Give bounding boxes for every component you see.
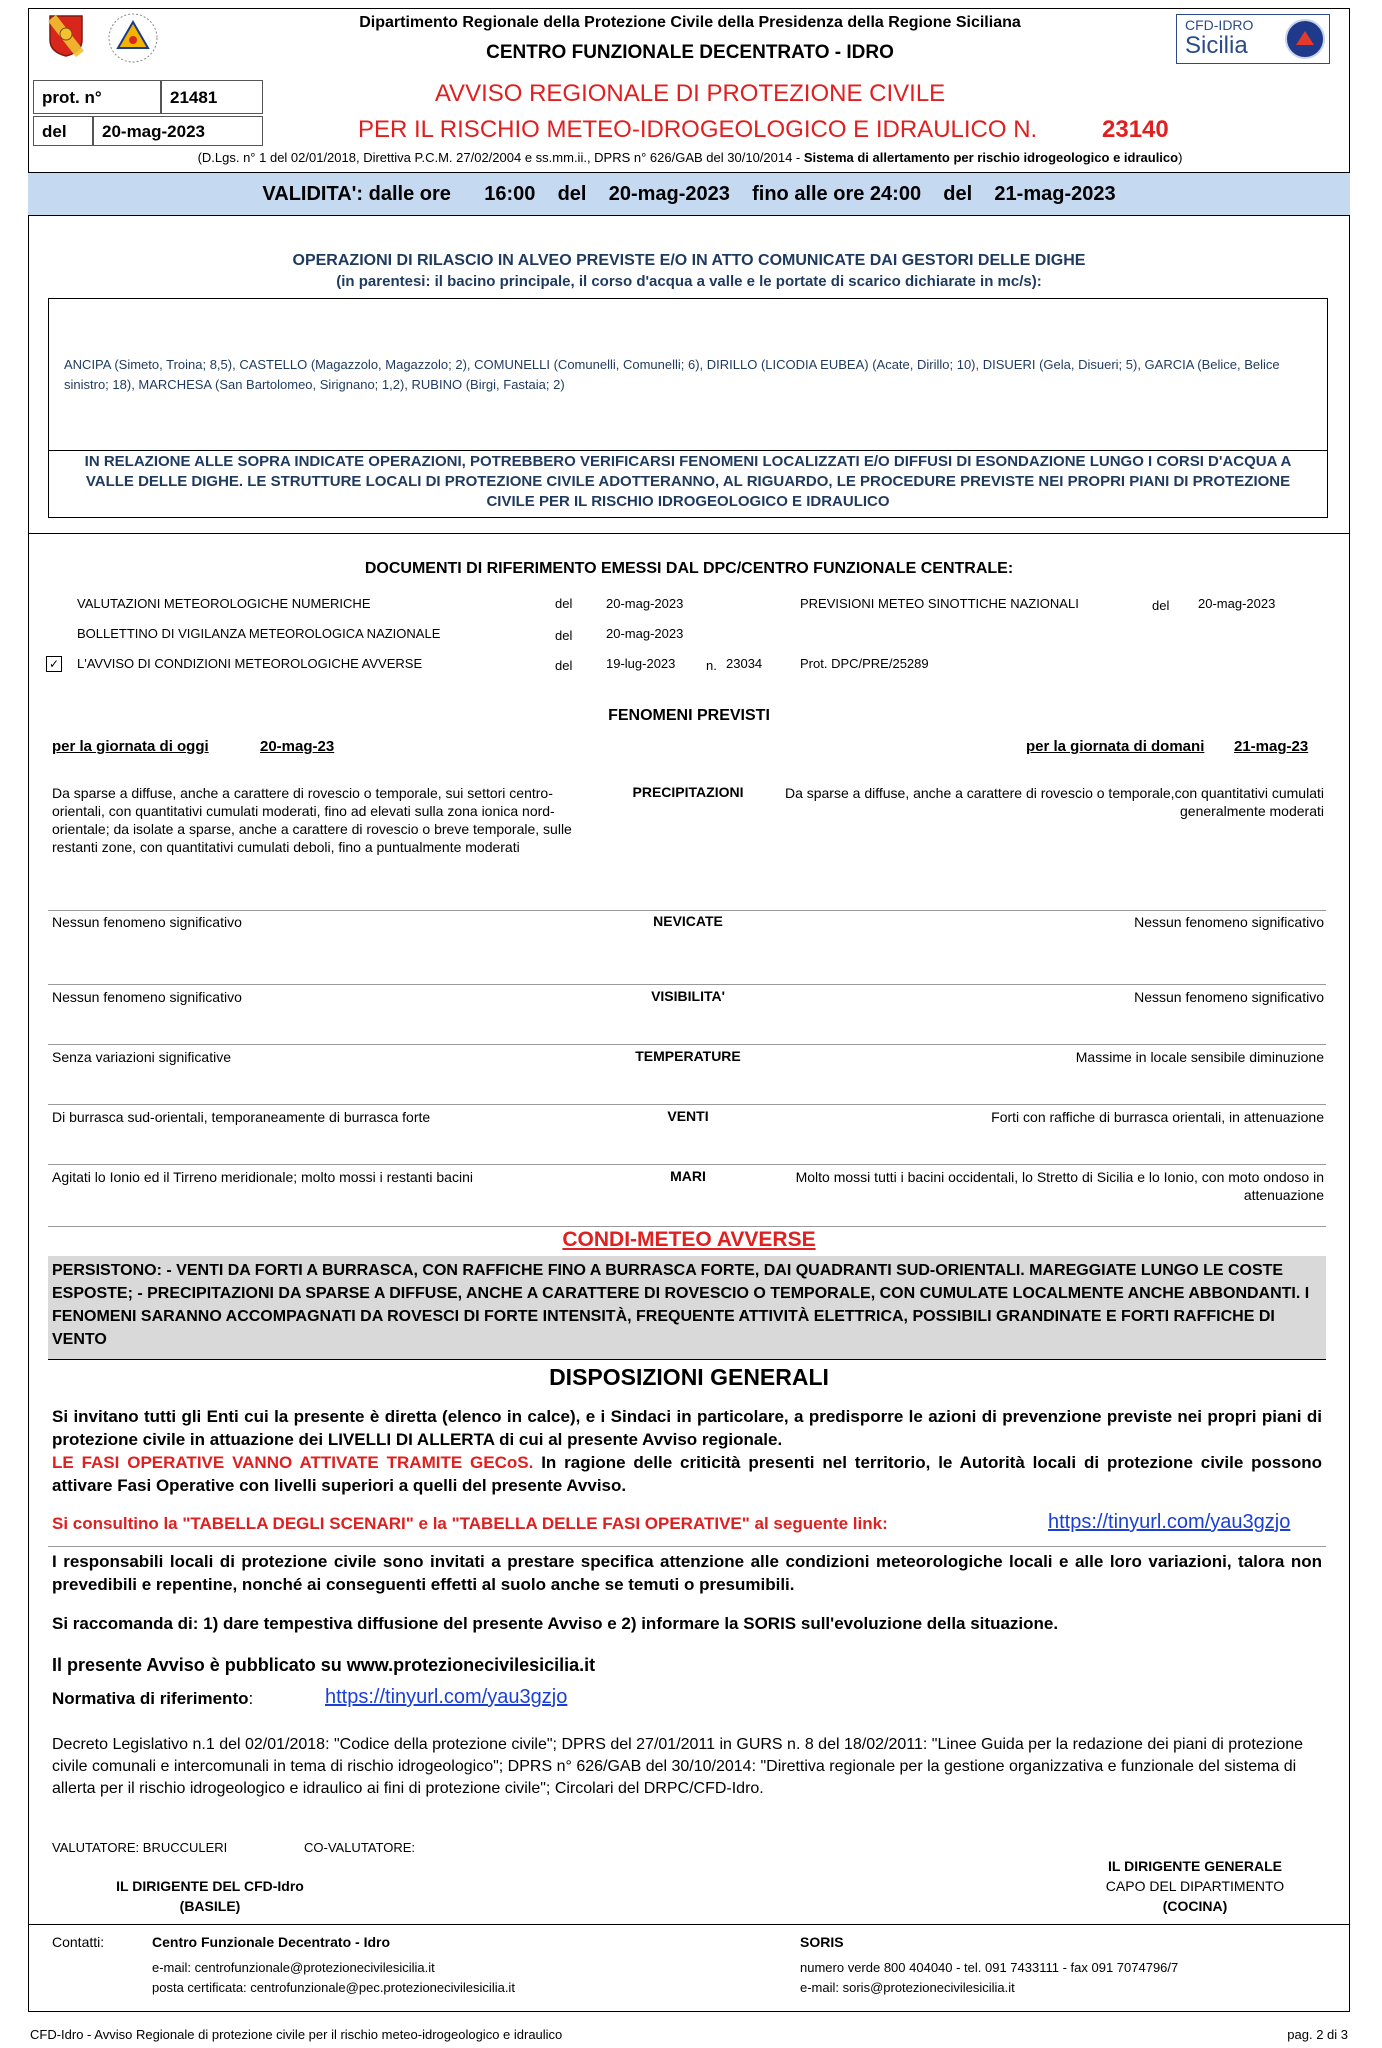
footer-page-number: pag. 2 di 3 bbox=[1287, 2027, 1348, 2042]
condimeteo-box bbox=[48, 1256, 1326, 1360]
dighe-list: ANCIPA (Simeto, Troina; 8,5), CASTELLO (Magazzolo, Magazzolo; 2), COMUNELLI (Comunelli, Comunelli; 6), DIRILLO (LICODIA EUBEA) (Acate, Dirillo; 10), DISUERI (Gela, Disueri; 5), GARCIA (Belice, Belice sinistro; 18), MARCHESA (San Bartolomeo, Sirignano; 1,2), RUBINO (Birgi, Fastaia; 2) bbox=[64, 357, 1280, 392]
doc-row-3-n-label: n. bbox=[706, 658, 717, 673]
logo-text-bottom: Sicilia bbox=[1185, 32, 1248, 59]
normativa-label bbox=[52, 1689, 253, 1709]
disposizioni-p5: Il presente Avviso è pubblicato su www.protezionecivilesicilia.it bbox=[52, 1655, 596, 1675]
disposizioni-divider bbox=[48, 1546, 1326, 1547]
nevicate-today: Nessun fenomeno significativo bbox=[52, 914, 242, 930]
fenomeni-divider-2 bbox=[48, 984, 1326, 985]
covalutatore: CO-VALUTATORE: bbox=[304, 1840, 415, 1855]
sicily-coat-of-arms-icon bbox=[48, 14, 84, 58]
doc-row-3-label: L'AVVISO DI CONDIZIONI METEOROLOGICHE AVVERSE bbox=[77, 656, 423, 671]
dighe-title: OPERAZIONI DI RILASCIO IN ALVEO PREVISTE E/O IN ATTO COMUNICATE DAI GESTORI DELLE DIGHE bbox=[292, 252, 1086, 269]
mari-label: MARI bbox=[670, 1168, 706, 1184]
decreto-text: Decreto Legislativo n.1 del 02/01/2018: "Codice della protezione civile"; DPRS del 27/01/2011 in GURS n. 8 del 18/02/2011: "Linee Guida per la redazione dei piani di protezione civile comunali e intercomunali in tema di rischio idrogeologico"; DPRS n° 626/GAB del 30/10/2014: "Direttiva regionale per la gestione organizzativa e funzionale del sistema di allerta per il rischio idrogeologico e idraulico ai fini di protezione civile"; Circolari del DRPC/CFD-Idro. bbox=[52, 1736, 1304, 1797]
disposizioni-p3: I responsabili locali di protezione civile sono invitati a prestare specifica attenzione alle condizioni meteorologiche locali e alle loro variazioni, talora non prevedibili e repentine, nonché ai conseguenti effetti al suolo anche se temuti o presumibili. bbox=[52, 1552, 1322, 1594]
centre-title: CENTRO FUNZIONALE DECENTRATO - IDRO bbox=[486, 42, 894, 63]
prot-del-label: del bbox=[33, 116, 93, 146]
doc-row-1-right-label: PREVISIONI METEO SINOTTICHE NAZIONALI bbox=[800, 596, 1079, 611]
cfd-contact-title: Centro Funzionale Decentrato - Idro bbox=[152, 1934, 391, 1950]
mari-today: Agitati lo Ionio ed il Tirreno meridionale; molto mossi i restanti bacini bbox=[52, 1169, 473, 1185]
consult-link[interactable]: https://tinyurl.com/yau3gzjo bbox=[1048, 1511, 1291, 1533]
cfd-idro-sicilia-logo bbox=[1176, 14, 1330, 64]
disposizioni-p2 bbox=[52, 1451, 1322, 1497]
fenomeni-title: FENOMENI PREVISTI bbox=[608, 707, 770, 724]
normativa-link[interactable]: https://tinyurl.com/yau3gzjo bbox=[325, 1686, 568, 1708]
fenomeni-divider-3 bbox=[48, 1044, 1326, 1045]
temperature-tomorrow: Massime in locale sensibile diminuzione bbox=[1075, 1049, 1324, 1065]
doc-row-1-del: del bbox=[555, 596, 573, 611]
fenomeni-divider-6 bbox=[48, 1226, 1326, 1227]
today-label: per la giornata di oggi bbox=[52, 738, 209, 755]
temperature-label: TEMPERATURE bbox=[635, 1048, 741, 1064]
normativa-label-text: Normativa di riferimento bbox=[52, 1689, 249, 1708]
doc-row-3-date: 19-lug-2023 bbox=[606, 656, 676, 671]
doc-row-3-checkbox: ✓ bbox=[46, 656, 62, 672]
temperature-today: Senza variazioni significative bbox=[52, 1049, 231, 1065]
mari-tomorrow: Molto mossi tutti i bacini occidentali, lo Stretto di Sicilia e lo Ionio, con moto ondoso in attenuazione bbox=[795, 1169, 1324, 1203]
precipitazioni-label: PRECIPITAZIONI bbox=[632, 784, 744, 800]
fenomeni-divider-5 bbox=[48, 1164, 1326, 1165]
cfd-contact-email[interactable]: e-mail: centrofunzionale@protezionecivilesicilia.it bbox=[152, 1960, 435, 1975]
contatti-divider bbox=[28, 1924, 1350, 1925]
cfd-emblem-icon bbox=[1285, 19, 1325, 59]
venti-tomorrow: Forti con raffiche di burrasca orientali, in attenuazione bbox=[991, 1109, 1324, 1125]
today-date: 20-mag-23 bbox=[260, 738, 335, 755]
legal-reference-suffix: ) bbox=[1178, 150, 1183, 165]
consult-text: Si consultino la "TABELLA DEGLI SCENARI" e la "TABELLA DELLE FASI OPERATIVE" al seguente link: bbox=[52, 1514, 888, 1533]
visibilita-label: VISIBILITA' bbox=[651, 988, 725, 1004]
nevicate-label: NEVICATE bbox=[653, 913, 723, 929]
tomorrow-label: per la giornata di domani bbox=[1026, 738, 1205, 755]
precipitazioni-tomorrow: Da sparse a diffuse, anche a carattere di rovescio o temporale,con quantitativi cumulati generalmente moderati bbox=[784, 785, 1324, 819]
venti-label: VENTI bbox=[667, 1108, 709, 1124]
normativa-colon: : bbox=[248, 1689, 254, 1708]
avviso-title-line1: AVVISO REGIONALE DI PROTEZIONE CIVILE bbox=[434, 80, 946, 107]
contatti-label: Contatti: bbox=[52, 1934, 105, 1950]
doc-row-3-n: 23034 bbox=[726, 656, 763, 671]
condimeteo-text: PERSISTONO: - VENTI DA FORTI A BURRASCA, CON RAFFICHE FINO A BURRASCA FORTE, DAI QUADRANTI SUD-ORIENTALI. MAREGGIATE LUNGO LE COSTE ESPOSTE; - PRECIPITAZIONI DA SPARSE A DIFFUSE, ANCHE A CARATTERE DI ROVESCIO O TEMPORALE, CON CUMULATE LOCALMENTE ANCHE ABBONDANTI. I FENOMENI SARANNO ACCOMPAGNATI DA ROVESCI DI FORTE INTENSITÀ, FREQUENTE ATTIVITÀ ELETTRICA, POSSIBILI GRANDINATE E FORTI RAFFICHE DI VENTO bbox=[52, 1262, 1310, 1348]
valutatore: VALUTATORE: BRUCCULERI bbox=[52, 1840, 228, 1855]
dirigente-generale-subtitle: CAPO DEL DIPARTIMENTO bbox=[1105, 1878, 1285, 1894]
prot-number: 21481 bbox=[161, 80, 263, 114]
doc-row-1-date: 20-mag-2023 bbox=[606, 596, 684, 611]
visibilita-today: Nessun fenomeno significativo bbox=[52, 989, 242, 1005]
visibilita-tomorrow: Nessun fenomeno significativo bbox=[1134, 989, 1324, 1005]
precipitazioni-today: Da sparse a diffuse, anche a carattere di rovescio o temporale, sui settori centro-orientali, con quantitativi cumulati moderati, fino ad elevati sulla zona ionica nord-orientale; da isolate a sparse, anche a carattere di rovescio o breve temporale, sulle restanti zone, con quantitativi cumulati deboli, fino a puntualmente moderati bbox=[52, 785, 572, 855]
disposizioni-title: DISPOSIZIONI GENERALI bbox=[549, 1364, 829, 1390]
section-divider bbox=[28, 533, 1350, 534]
fenomeni-divider-1 bbox=[48, 910, 1326, 911]
doc-row-1-label: VALUTAZIONI METEOROLOGICHE NUMERICHE bbox=[77, 596, 371, 611]
soris-title: SORIS bbox=[800, 1934, 844, 1950]
dighe-subtitle: (in parentesi: il bacino principale, il corso d'acqua a valle e le portate di scarico dichiarate in mc/s): bbox=[336, 273, 1042, 290]
doc-row-2-label: BOLLETTINO DI VIGILANZA METEOROLOGICA NAZIONALE bbox=[77, 626, 441, 641]
nevicate-tomorrow: Nessun fenomeno significativo bbox=[1134, 914, 1324, 930]
disposizioni-p2-rest: In ragione delle criticità presenti nel territorio, le Autorità locali di protezione civile possono attivare Fasi Operative con livelli superiori a quelli del presente Avviso. bbox=[52, 1453, 1322, 1495]
legal-reference-bold: Sistema di allertamento per rischio idrogeologico e idraulico bbox=[803, 150, 1179, 165]
prot-label: prot. n° bbox=[33, 80, 161, 114]
docs-title: DOCUMENTI DI RIFERIMENTO EMESSI DAL DPC/CENTRO FUNZIONALE CENTRALE: bbox=[364, 560, 1014, 577]
dirigente-generale-title: IL DIRIGENTE GENERALE bbox=[1108, 1858, 1282, 1874]
dighe-warning: IN RELAZIONE ALLE SOPRA INDICATE OPERAZIONI, POTREBBERO VERIFICARSI FENOMENI LOCALIZZATI E/O DIFFUSI DI ESONDAZIONE LUNGO I CORSI D'ACQUA A VALLE DELLE DIGHE. LE STRUTTURE LOCALI DI PROTEZIONE CIVILE ADOTTERANNO, AL RIGUARDO, LE PROCEDURE PREVISTE NEI PROPRI PIANI DI PROTEZIONE CIVILE PER IL RISCHIO IDROGEOLOGICO E IDRAULICO bbox=[84, 453, 1292, 510]
validity-text: VALIDITA': dalle ore 16:00 del 20-mag-2023 fino alle ore 24:00 del 21-mag-2023 bbox=[262, 183, 1116, 205]
logo-text-top: CFD-IDRO bbox=[1185, 17, 1254, 33]
soris-email[interactable]: e-mail: soris@protezionecivilesicilia.it bbox=[800, 1980, 1015, 1995]
civil-protection-logo-icon bbox=[104, 12, 162, 64]
disposizioni-p4: Si raccomanda di: 1) dare tempestiva diffusione del presente Avviso e 2) informare la SORIS sull'evoluzione della situazione. bbox=[52, 1614, 1059, 1633]
legal-reference-prefix: (D.Lgs. n° 1 del 02/01/2018, Direttiva P.C.M. 27/02/2004 e ss.mm.ii., DPRS n° 626/GAB del 30/10/2014 - bbox=[197, 150, 804, 165]
doc-row-1-right-del: del bbox=[1152, 598, 1170, 613]
cfd-contact-pec[interactable]: posta certificata: centrofunzionale@pec.protezionecivilesicilia.it bbox=[152, 1980, 515, 1995]
soris-phone: numero verde 800 404040 - tel. 091 7433111 - fax 091 7074796/7 bbox=[800, 1960, 1179, 1975]
dighe-divider bbox=[49, 450, 1327, 451]
doc-row-2-del: del bbox=[555, 628, 573, 643]
doc-row-2-date: 20-mag-2023 bbox=[606, 626, 684, 641]
dirigente-cfd-name: (BASILE) bbox=[179, 1898, 241, 1914]
doc-row-3-prot: Prot. DPC/PRE/25289 bbox=[800, 656, 929, 671]
dirigente-generale-name: (COCINA) bbox=[1162, 1898, 1228, 1914]
avviso-number: 23140 bbox=[1102, 116, 1169, 143]
fenomeni-divider-4 bbox=[48, 1104, 1326, 1105]
footer-left: CFD-Idro - Avviso Regionale di protezione civile per il rischio meteo-idrogeologico e idraulico bbox=[30, 2027, 563, 2042]
doc-row-3-del: del bbox=[555, 658, 573, 673]
prot-date: 20-mag-2023 bbox=[93, 116, 263, 146]
disposizioni-p1: Si invitano tutti gli Enti cui la presente è diretta (elenco in calce), e i Sindaci in particolare, a predisporre le azioni di prevenzione previste nei propri piani di protezione civile in attuazione dei LIVELLI DI ALLERTA di cui al presente Avviso regionale. bbox=[52, 1407, 1322, 1449]
condimeteo-title: CONDI-METEO AVVERSE bbox=[562, 1228, 816, 1251]
legal-reference bbox=[40, 150, 1340, 165]
tomorrow-date: 21-mag-23 bbox=[1234, 738, 1309, 755]
venti-today: Di burrasca sud-orientali, temporaneamente di burrasca forte bbox=[52, 1109, 431, 1125]
dirigente-cfd-title: IL DIRIGENTE DEL CFD-Idro bbox=[116, 1878, 304, 1894]
validity-bar bbox=[28, 172, 1350, 216]
department-title: Dipartimento Regionale della Protezione Civile della Presidenza della Regione Siciliana bbox=[359, 14, 1021, 31]
avviso-title-line2: PER IL RISCHIO METEO-IDROGEOLOGICO E IDRAULICO N. bbox=[358, 116, 1038, 143]
disposizioni-p2-red: LE FASI OPERATIVE VANNO ATTIVATE TRAMITE GECoS. bbox=[52, 1453, 534, 1472]
doc-row-1-right-date: 20-mag-2023 bbox=[1198, 596, 1276, 611]
